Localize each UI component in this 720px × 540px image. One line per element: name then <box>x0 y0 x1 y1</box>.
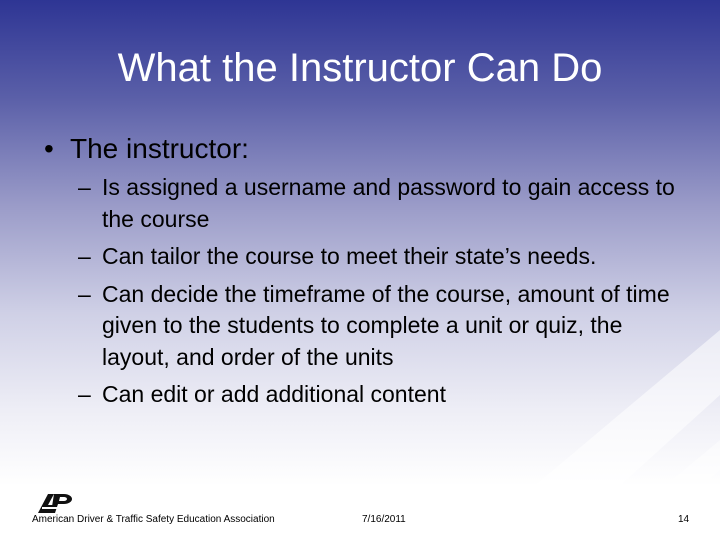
sub-bullet-dash: – <box>78 174 91 200</box>
sub-bullet <box>78 241 678 273</box>
page-number: 14 <box>678 514 690 525</box>
sub-bullet-dash: – <box>78 243 91 269</box>
sub-bullet-list <box>78 172 678 417</box>
main-bullet <box>44 132 249 166</box>
footer <box>0 510 720 530</box>
sub-bullet <box>78 172 678 235</box>
sub-bullet-text: Can decide the timeframe of the course, amount of time given to the students to complete a unit or quiz, the layout, and order of the units <box>102 280 670 370</box>
sub-bullet <box>78 379 678 411</box>
sub-bullet-text: Can tailor the course to meet their state’s needs. <box>102 243 597 269</box>
footer-organization: American Driver & Traffic Safety Education Association <box>32 514 275 525</box>
sub-bullet <box>78 279 678 374</box>
main-bullet-text: The instructor: <box>70 133 249 164</box>
sub-bullet-text: Can edit or add additional content <box>102 381 446 407</box>
sub-bullet-dash: – <box>78 280 91 307</box>
footer-date: 7/16/2011 <box>362 514 406 525</box>
sub-bullet-dash: – <box>78 381 91 407</box>
bullet-mark: • <box>44 133 54 164</box>
sub-bullet-text: Is assigned a username and password to gain access to the course <box>102 174 675 232</box>
slide-title: What the Instructor Can Do <box>117 46 603 90</box>
